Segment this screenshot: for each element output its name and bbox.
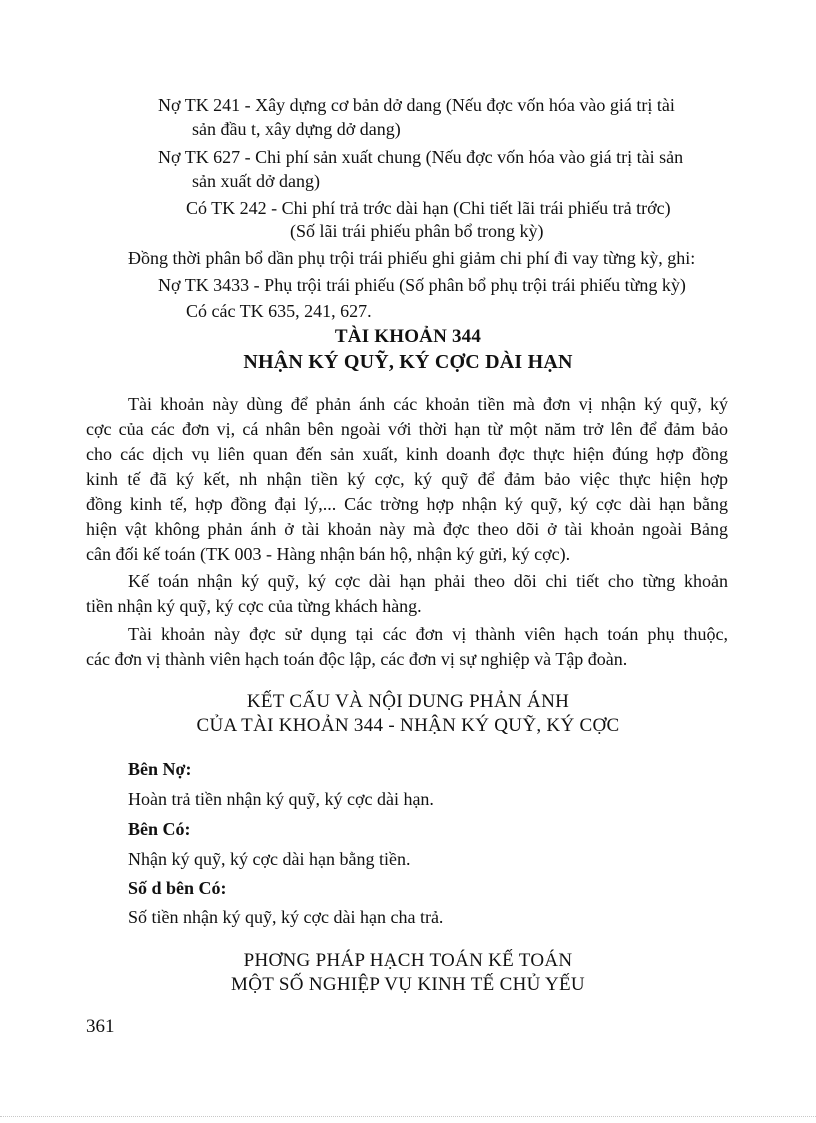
- account-title-line1: TÀI KHOẢN 344: [334, 326, 482, 347]
- entry-dong-thoi: Đồng thời phân bổ dần phụ trội trái phiếu ghi giảm chi phí đi vay từng kỳ, ghi:: [128, 248, 696, 268]
- entry-co-242-line2: (Số lãi trái phiếu phân bổ trong kỳ): [290, 221, 544, 241]
- ben-no-label: Bên Nợ:: [128, 759, 192, 779]
- method-title-line2: MỘT SỐ NGHIỆP VỤ KINH TẾ CHỦ YẾU: [231, 974, 585, 995]
- so-du-text: Số tiền nhận ký quỹ, ký cợc dài hạn cha trả.: [128, 907, 444, 927]
- method-title-line1: PHƠNG PHÁP HẠCH TOÁN KẾ TOÁN: [243, 950, 573, 971]
- intro-p1-line1: Tài khoản này dùng để phản ánh các khoản tiền mà đơn vị nhận ký quỹ, ký: [128, 394, 728, 414]
- intro-p1-line3: cho các dịch vụ liên quan đến sản xuất, kinh doanh đợc thực hiện đúng hợp đồng: [86, 444, 728, 464]
- entry-co-cac: Có các TK 635, 241, 627.: [186, 301, 372, 321]
- page-number: 361: [86, 1016, 115, 1037]
- ben-co-label: Bên Có:: [128, 819, 191, 839]
- entry-no-627-line2: sản xuất dở dang): [192, 171, 320, 191]
- intro-p1-line5: đồng kinh tế, hợp đồng đại lý,... Các trờng hợp nhận ký quỹ, ký cợc dài hạn bằng: [86, 494, 728, 514]
- intro-p3-line2: các đơn vị thành viên hạch toán độc lập, các đơn vị sự nghiệp và Tập đoàn.: [86, 649, 628, 669]
- intro-p1-line7: cân đối kế toán (TK 003 - Hàng nhận bán hộ, nhận ký gửi, ký cợc).: [86, 544, 571, 564]
- structure-title-line1: KẾT CẤU VÀ NỘI DUNG PHẢN ÁNH: [246, 691, 570, 712]
- ben-no-text: Hoàn trả tiền nhận ký quỹ, ký cợc dài hạn.: [128, 789, 434, 809]
- intro-p2-line2: tiền nhận ký quỹ, ký cợc của từng khách hàng.: [86, 596, 422, 616]
- entry-no-627-line1: Nợ TK 627 - Chi phí sản xuất chung (Nếu đợc vốn hóa vào giá trị tài sản: [158, 147, 684, 167]
- intro-p1-line2: cợc của các đơn vị, cá nhân bên ngoài với thời hạn từ một năm trở lên để đảm bảo: [86, 419, 728, 439]
- so-du-label: Số d bên Có:: [128, 878, 227, 898]
- intro-p1-line6: hiện vật không phản ánh ở tài khoản này mà đợc theo dõi ở tài khoản ngoài Bảng: [86, 519, 728, 539]
- entry-no-3433: Nợ TK 3433 - Phụ trội trái phiếu (Số phân bổ phụ trội trái phiếu từng kỳ): [158, 275, 686, 295]
- entry-co-242-line1: Có TK 242 - Chi phí trả trớc dài hạn (Chi tiết lãi trái phiếu trả trớc): [186, 198, 671, 218]
- entry-no-241-line1: Nợ TK 241 - Xây dựng cơ bản dở dang (Nếu đợc vốn hóa vào giá trị tài: [158, 95, 675, 115]
- page-bottom-rule: [0, 1116, 816, 1117]
- account-title-line2: NHẬN KÝ QUỸ, KÝ CỢC DÀI HẠN: [243, 351, 573, 373]
- entry-no-241-line2: sản đầu t, xây dựng dở dang): [192, 119, 401, 139]
- intro-p1-line4: kinh tế đã ký kết, nh nhận tiền ký cợc, ký quỹ để đảm bảo việc thực hiện hợp: [86, 469, 728, 489]
- intro-p3-line1: Tài khoản này đợc sử dụng tại các đơn vị thành viên hạch toán phụ thuộc,: [128, 624, 728, 644]
- structure-title-line2: CỦA TÀI KHOẢN 344 - NHẬN KÝ QUỸ, KÝ CỢC: [196, 715, 620, 736]
- ben-co-text: Nhận ký quỹ, ký cợc dài hạn bằng tiền.: [128, 849, 411, 869]
- intro-p2-line1: Kế toán nhận ký quỹ, ký cợc dài hạn phải theo dõi chi tiết cho từng khoản: [128, 571, 728, 591]
